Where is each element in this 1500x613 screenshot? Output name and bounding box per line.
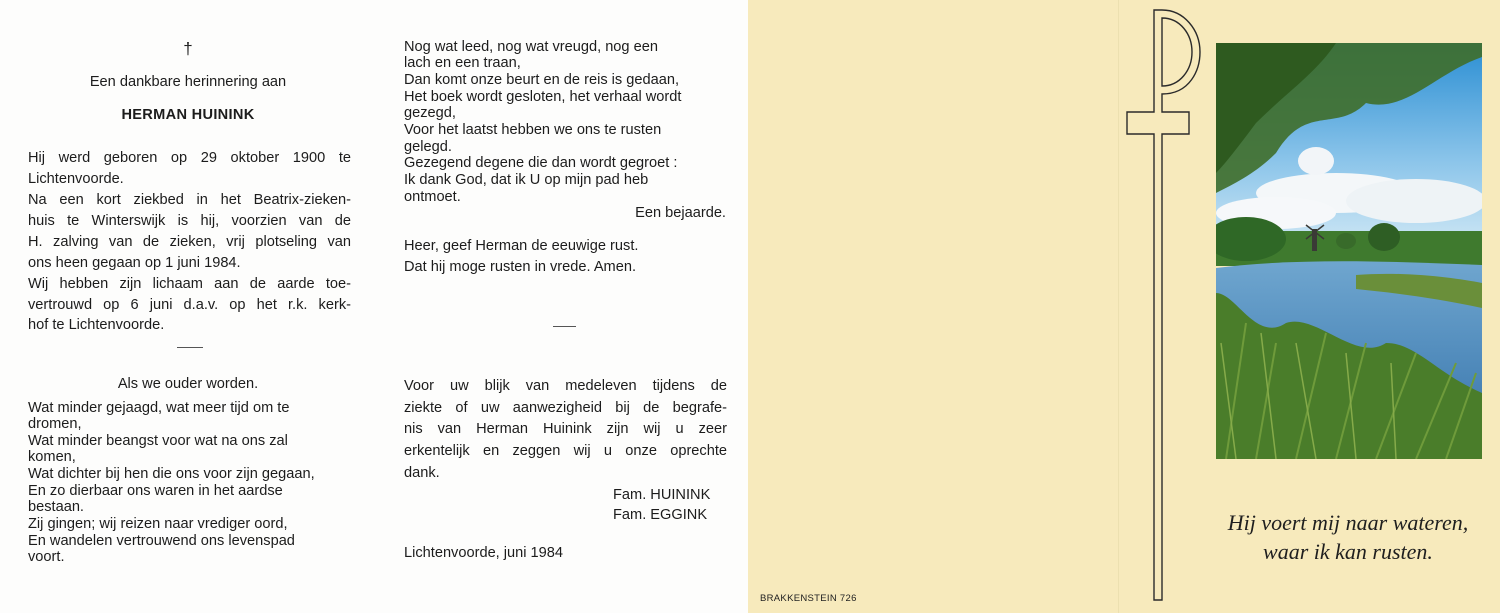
poem-line: Dan komt onze beurt en de reis is gedaan, bbox=[404, 72, 680, 88]
poem-line: gezegd, bbox=[404, 105, 456, 121]
bio-line: huis te Winterswijk is hij, voorzien van de bbox=[28, 213, 351, 229]
bio-line: ons heen gegaan op 1 juni 1984. bbox=[28, 255, 241, 271]
motto-line: waar ik kan rusten. bbox=[1263, 539, 1433, 564]
poem-line: En wandelen vertrouwend ons levenspad bbox=[28, 533, 295, 549]
bio-line: hof te Lichtenvoorde. bbox=[28, 317, 165, 333]
prayer-line: Heer, geef Herman de eeuwige rust. bbox=[404, 238, 639, 254]
poem-line: lach en een traan, bbox=[404, 55, 521, 71]
poem-line: Wat minder beangst voor wat na ons zal bbox=[28, 433, 288, 449]
poem-line: komen, bbox=[28, 449, 76, 465]
motto-line: Hij voert mij naar wateren, bbox=[1227, 510, 1469, 535]
poem-line: En zo dierbaar ons waren in het aardse bbox=[28, 483, 283, 499]
thanks-line: dank. bbox=[404, 465, 440, 481]
poem-line: Wat minder gejaagd, wat meer tijd om te bbox=[28, 400, 290, 416]
deceased-name: HERMAN HUININK bbox=[121, 107, 255, 123]
intro-text: Een dankbare herinnering aan bbox=[89, 74, 287, 90]
signature-huinink: Fam. HUININK bbox=[613, 487, 711, 503]
bio-line: Wij hebben zijn lichaam aan de aarde toe- bbox=[28, 276, 351, 292]
divider bbox=[177, 347, 203, 348]
thanks-line: ziekte of uw aanwezigheid bij de begrafe- bbox=[404, 400, 727, 416]
poem-line: Nog wat leed, nog wat vreugd, nog een bbox=[404, 39, 658, 55]
poem-line: Gezegend degene die dan wordt gegroet : bbox=[404, 155, 678, 171]
bio-line: H. zalving van de zieken, vrij plotseling van bbox=[28, 234, 351, 250]
poem-line: Ik dank God, dat ik U op mijn pad heb bbox=[404, 172, 649, 188]
bio-line: Hij werd geboren op 29 oktober 1900 te bbox=[28, 150, 351, 166]
place-date: Lichtenvoorde, juni 1984 bbox=[404, 545, 564, 561]
publisher-code: BRAKKENSTEIN 726 bbox=[760, 593, 857, 604]
poem-line: Wat dichter bij hen die ons voor zijn gegaan, bbox=[28, 466, 315, 482]
poem-line: voort. bbox=[28, 549, 65, 565]
poem-line: bestaan. bbox=[28, 499, 84, 515]
chi-rho-cross-icon bbox=[1120, 6, 1202, 604]
poem-line: Het boek wordt gesloten, het verhaal wordt bbox=[404, 89, 682, 105]
bio-line: vertrouwd op 6 juni d.a.v. op het r.k. kerk- bbox=[28, 297, 351, 313]
poem-line: Zij gingen; wij reizen naar vrediger oord, bbox=[28, 516, 288, 532]
thanks-line: nis van Herman Huinink zijn wij u zeer bbox=[404, 421, 727, 437]
poem-line: ontmoet. bbox=[404, 189, 461, 205]
fold-line bbox=[1118, 0, 1119, 613]
motto-text bbox=[1198, 508, 1498, 566]
prayer-line: Dat hij moge rusten in vrede. Amen. bbox=[404, 259, 636, 275]
cross-symbol: † bbox=[183, 39, 193, 58]
signature-eggink: Fam. EGGINK bbox=[613, 507, 708, 523]
bio-line: Na een kort ziekbed in het Beatrix-zieken- bbox=[28, 192, 351, 208]
poem-author: Een bejaarde. bbox=[635, 205, 726, 221]
thanks-line: Voor uw blijk van medeleven tijdens de bbox=[404, 378, 727, 394]
divider bbox=[553, 326, 576, 327]
poem-line: gelegd. bbox=[404, 139, 452, 155]
bio-line: Lichtenvoorde. bbox=[28, 171, 124, 187]
poem-line: dromen, bbox=[28, 416, 82, 432]
thanks-line: erkentelijk en zeggen wij u onze oprechte bbox=[404, 443, 727, 459]
poem-title: Als we ouder worden. bbox=[117, 376, 259, 392]
poem-line: Voor het laatst hebben we ons te rusten bbox=[404, 122, 662, 138]
landscape-windmill-river-photo bbox=[1216, 43, 1482, 459]
